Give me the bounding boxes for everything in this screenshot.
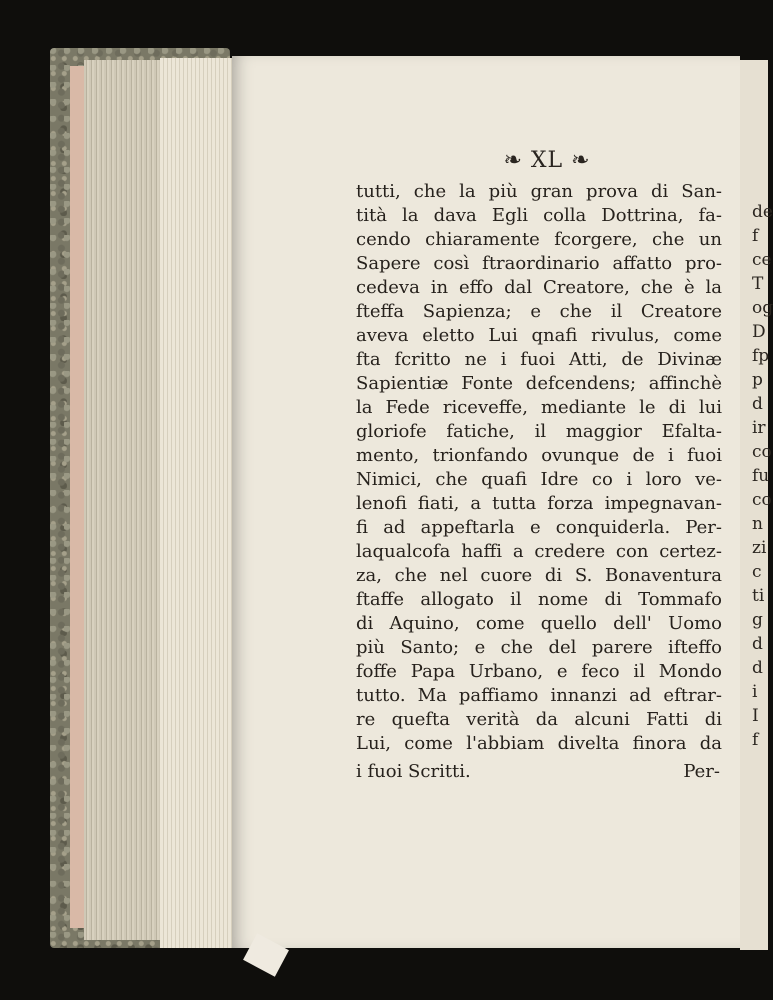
- text-line: laqualcofa haffi a credere con certez-: [356, 541, 722, 562]
- text-line: foffe Papa Urbano, e feco il Mondo: [356, 661, 722, 682]
- text-line: fteffa Sapienza; e che il Creatore: [356, 301, 722, 322]
- facing-fragment: f: [752, 226, 759, 246]
- text-line: tutti, che la più gran prova di San-: [356, 181, 722, 202]
- facing-fragment: i: [752, 682, 758, 702]
- text-line: tità la dava Egli colla Dottrina, fa-: [356, 205, 722, 226]
- text-line: re quefta verità da alcuni Fatti di: [356, 709, 722, 730]
- text-line: aveva eletto Lui qnafi rivulus, come: [356, 325, 722, 346]
- facing-fragment: co: [752, 490, 772, 510]
- text-line: ftaffe allogato il nome di Tommafo: [356, 589, 722, 610]
- text-line: fta fcritto ne i fuoi Atti, de Divinæ: [356, 349, 722, 370]
- text-line: lenofi fiati, a tutta forza impegnavan-: [356, 493, 722, 514]
- facing-fragment: d: [752, 658, 763, 678]
- facing-fragment: ce: [752, 250, 772, 270]
- catchword: Per-: [683, 761, 720, 782]
- text-line: mento, trionfando ovunque de i fuoi: [356, 445, 722, 466]
- text-line: za, che nel cuore di S. Bonaventura: [356, 565, 722, 586]
- facing-page: [740, 60, 773, 950]
- text-line: Sapientiæ Fonte defcendens; affinchè: [356, 373, 722, 394]
- text-line: tutto. Ma paffiamo innanzi ad eftrar-: [356, 685, 722, 706]
- facing-fragment: p: [752, 370, 763, 390]
- text-line: di Aquino, come quello dell' Uomo: [356, 613, 722, 634]
- facing-fragment: f: [752, 730, 759, 750]
- facing-fragment: d: [752, 394, 763, 414]
- facing-fragment: co: [752, 442, 772, 462]
- text-line: Nimici, che quafi Idre co i loro ve-: [356, 469, 722, 490]
- facing-fragment: c: [752, 562, 762, 582]
- facing-fragment: fp: [752, 346, 770, 366]
- facing-fragment: fu: [752, 466, 770, 486]
- text-line: più Santo; e che del parere ifteffo: [356, 637, 722, 658]
- text-line: la Fede riceveffe, mediante le di lui: [356, 397, 722, 418]
- facing-fragment: g: [752, 610, 763, 630]
- facing-fragment: d: [752, 634, 763, 654]
- text-line: Sapere così ftraordinario affatto pro-: [356, 253, 722, 274]
- page-block-leaves: [160, 58, 238, 948]
- facing-fragment: I: [752, 706, 759, 726]
- facing-fragment: D: [752, 322, 766, 342]
- page-block-edges: [84, 60, 160, 940]
- text-line: cendo chiaramente fcorgere, che un: [356, 229, 722, 250]
- text-line: i fuoi Scritti.: [356, 761, 471, 782]
- facing-fragment: og: [752, 298, 773, 318]
- text-line: cedeva in effo dal Creatore, che è la: [356, 277, 722, 298]
- page-number-header: ❧ XL ❧: [503, 148, 591, 173]
- facing-fragment: T: [752, 274, 764, 294]
- text-line: Lui, come l'abbiam divelta finora da: [356, 733, 722, 754]
- text-line: gloriofe fatiche, il maggior Efalta-: [356, 421, 722, 442]
- facing-fragment: n: [752, 514, 763, 534]
- facing-fragment: de: [752, 202, 773, 222]
- facing-fragment: zi: [752, 538, 767, 558]
- text-line: fi ad appeftarla e conquiderla. Per-: [356, 517, 722, 538]
- facing-fragment: ti: [752, 586, 765, 606]
- facing-fragment: ir: [752, 418, 766, 438]
